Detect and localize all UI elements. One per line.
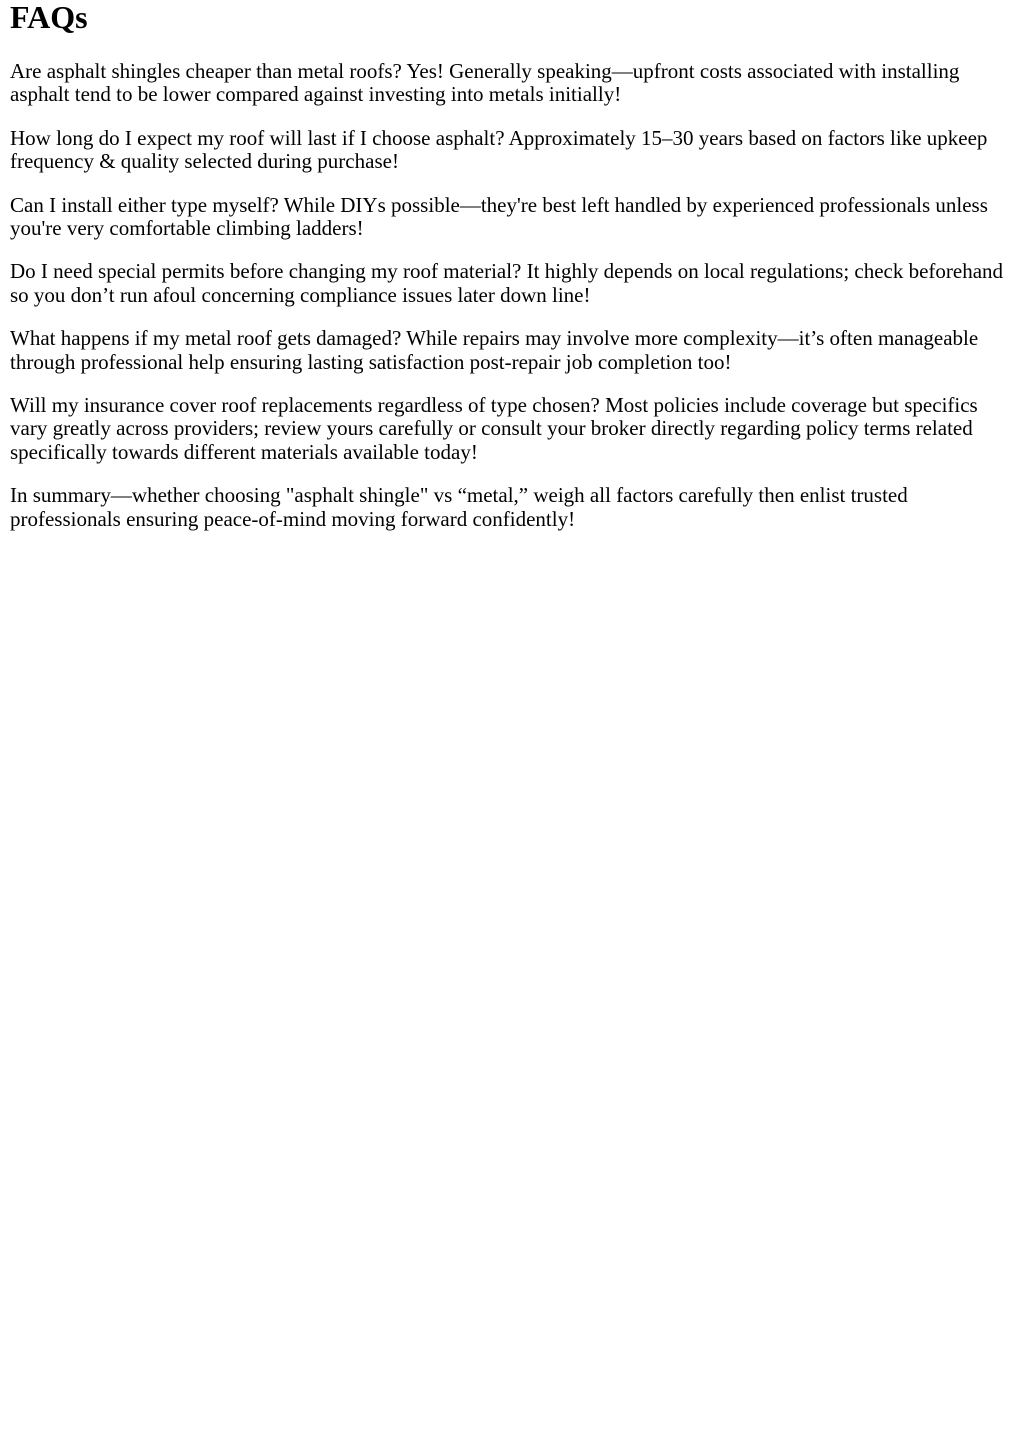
faq-paragraph: What happens if my metal roof gets damaged? While repairs may involve more complexity—it’s often manageable through professional help ensuring lasting satisfaction post-repair job completion too! [10,326,979,374]
faq-paragraph: Can I install either type myself? While DIYs possible—they're best left handled by experienced professionals unless you're very comfortable climbing ladders! [10,192,988,241]
faq-paragraph: How long do I expect my roof will last if I choose asphalt? Approximately 15–30 years based on factors like upkeep frequency & quality selected during purchase! [10,125,988,174]
faq-paragraph: Will my insurance cover roof replacements regardless of type chosen? Most policies include coverage but specifics vary greatly across providers; review yours carefully or consult your broker directly regarding policy terms related specifically towards different materials available today! [10,393,978,464]
faq-paragraph: Are asphalt shingles cheaper than metal roofs? Yes! Generally speaking—upfront costs associated with installing asphalt tend to be lower compared against investing into metals initially! [10,59,960,107]
summary-paragraph: In summary—whether choosing "asphalt shingle" vs “metal,” weigh all factors carefully then enlist trusted professionals ensuring peace-of-mind moving forward confidently! [10,483,908,531]
page-title: FAQs [10,0,88,35]
faq-paragraph: Do I need special permits before changing my roof material? It highly depends on local regulations; check beforehand so you don’t run afoul concerning compliance issues later down line! [10,259,1004,307]
faq-page [0,0,1024,531]
